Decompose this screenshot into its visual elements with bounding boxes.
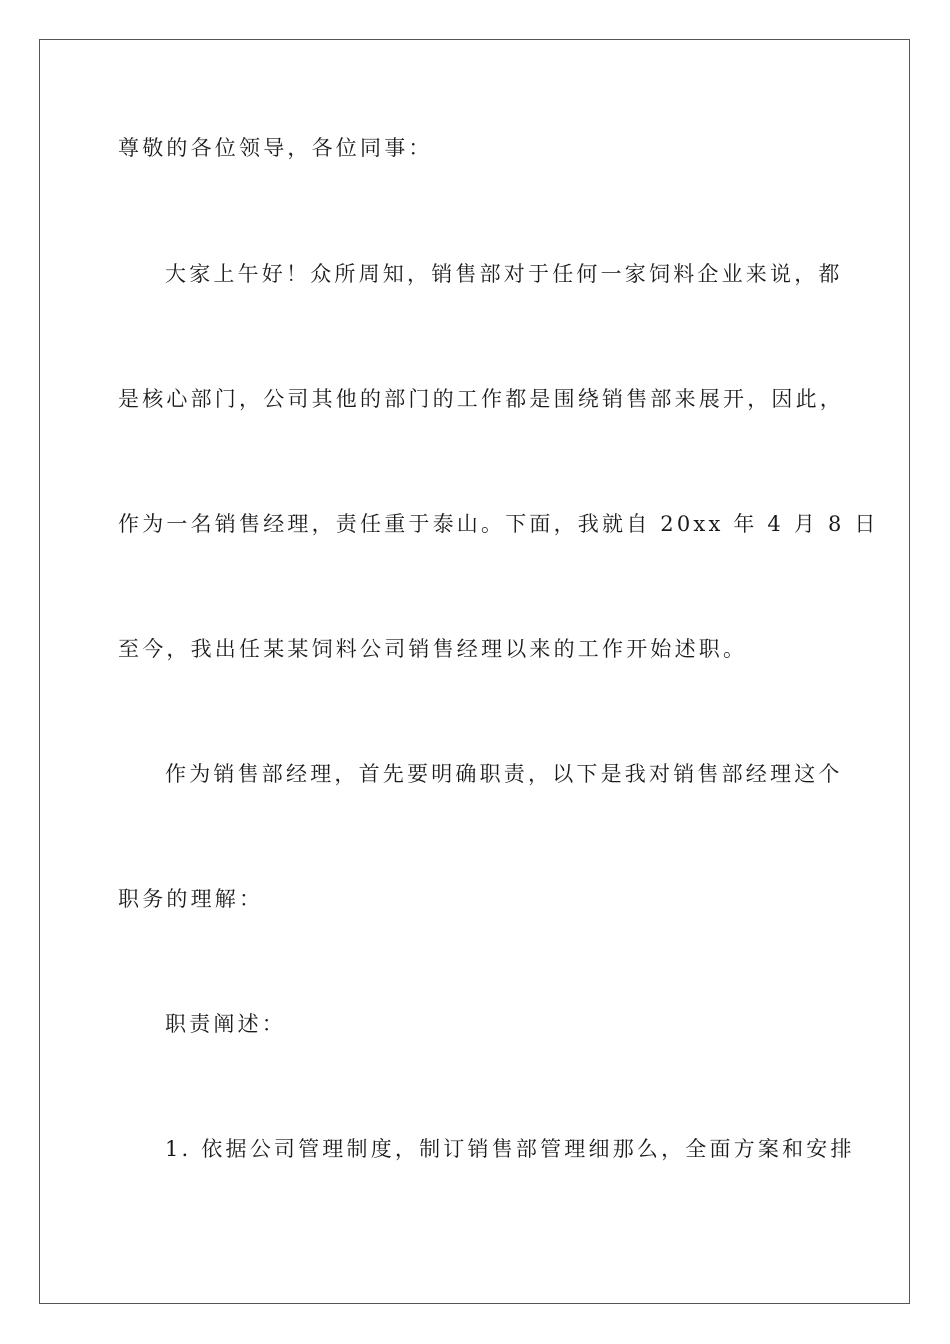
list-item-1-line-1: 1. 依据公司管理制度，制订销售部管理细那么，全面方案和安排 [165,1137,855,1161]
section-heading-duties: 职责阐述： [165,1012,286,1036]
salutation-line: 尊敬的各位领导，各位同事： [118,136,433,160]
paragraph-1-line-3: 作为一名销售经理，责任重于泰山。下面，我就自 20xx 年 4 月 8 日 [118,512,879,536]
paragraph-1-line-4: 至今，我出任某某饲料公司销售经理以来的工作开始述职。 [118,637,748,661]
paragraph-2-line-2: 职务的理解： [118,887,264,911]
paragraph-1-line-1: 大家上午好！众所周知，销售部对于任何一家饲料企业来说，都 [165,262,843,286]
page-border [39,39,910,1304]
paragraph-2-line-1: 作为销售部经理，首先要明确职责，以下是我对销售部经理这个 [165,762,843,786]
paragraph-1-line-2: 是核心部门，公司其他的部门的工作都是围绕销售部来展开，因此， [118,387,844,411]
